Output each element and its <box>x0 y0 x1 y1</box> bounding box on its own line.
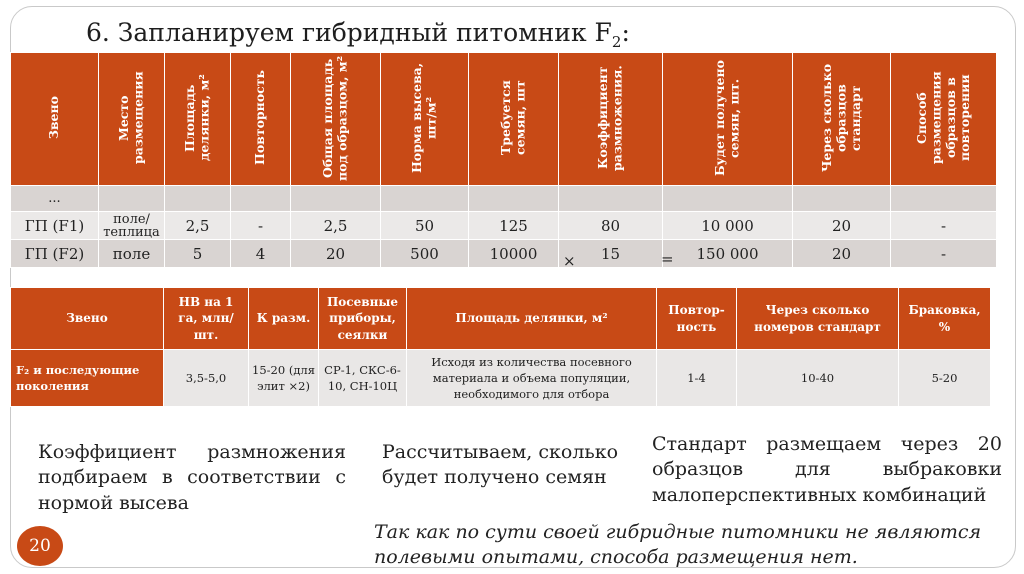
table-cell <box>99 186 165 212</box>
table-cell: 20 <box>793 212 891 240</box>
table-cell: 80 <box>559 212 663 240</box>
column-header: Через сколько номеров стандарт <box>737 288 899 350</box>
column-header: Площадь делянки, м² <box>407 288 657 350</box>
table-cell: 125 <box>469 212 559 240</box>
column-header: К разм. <box>249 288 319 350</box>
table-cell: 20 <box>291 240 381 268</box>
table-cell: 10000 <box>469 240 559 268</box>
table-cell <box>469 186 559 212</box>
column-header: Требуется семян, шт <box>469 53 559 186</box>
table-row <box>11 212 997 240</box>
table-header-row <box>11 53 997 186</box>
column-header: Звено <box>11 288 164 350</box>
column-header: Будет получено семян, шт. <box>663 53 793 186</box>
multiply-sign: × <box>563 252 576 270</box>
table-cell: 15 <box>559 240 663 268</box>
table-cell <box>793 186 891 212</box>
table-cell: - <box>231 212 291 240</box>
table-cell <box>165 186 231 212</box>
table-cell: 5 <box>165 240 231 268</box>
table-cell: поле/ теплица <box>99 212 165 240</box>
table-cell <box>663 186 793 212</box>
column-header: Общая площадь под образцом, м² <box>291 53 381 186</box>
table-cell: поле <box>99 240 165 268</box>
table-cell: ГП (F2) <box>11 240 99 268</box>
table-cell: 20 <box>793 240 891 268</box>
table-cell: 10-40 <box>737 350 899 407</box>
table-cell: 2,5 <box>165 212 231 240</box>
table-cell: 500 <box>381 240 469 268</box>
note-calculate: Рассчитываем, сколько будет получено семян <box>382 441 619 489</box>
column-header: Звено <box>11 53 99 186</box>
table-cell: - <box>891 240 997 268</box>
table-cell: 10 000 <box>663 212 793 240</box>
column-header: Площадь делянки, м² <box>165 53 231 186</box>
column-header: Повтор-ность <box>657 288 737 350</box>
table-cell <box>381 186 469 212</box>
table-row <box>11 186 997 212</box>
note-italic: Так как по сути своей гибридные питомники не являются полевыми опытами, способа размещения нет. <box>374 521 982 569</box>
column-header: НВ на 1 га, млн/шт. <box>164 288 249 350</box>
page-number: 20 <box>17 526 63 566</box>
table-cell <box>891 186 997 212</box>
table-cell: ... <box>11 186 99 212</box>
table-row <box>11 240 997 268</box>
slide-title: 6. Запланируем гибридный питомник $F_2$: <box>86 18 630 51</box>
nursery-plan-table <box>10 52 997 268</box>
table-cell: СР-1, СКС-6-10, СН-10Ц <box>319 350 407 407</box>
column-header: Коэффициент размножения. <box>559 53 663 186</box>
equals-sign: = <box>661 250 674 268</box>
table-cell <box>559 186 663 212</box>
table-cell: F₂ и последующие поколения <box>11 350 164 407</box>
note-coefficient: Коэффициент размножения подбираем в соответствии с нормой высева <box>38 441 346 514</box>
column-header: Повторность <box>231 53 291 186</box>
table-row <box>11 350 991 407</box>
column-header: Место размещения <box>99 53 165 186</box>
note-standard: Стандарт размещаем через 20 образцов для выбраковки малоперспективных комбинаций <box>652 433 1002 506</box>
column-header: Способ размещения образцов в повторении <box>891 53 997 186</box>
table-cell: Исходя из количества посевного материала и объема популяции, необходимого для отбора <box>407 350 657 407</box>
table-cell: 150 000 <box>663 240 793 268</box>
table-cell: - <box>891 212 997 240</box>
column-header: Браковка, % <box>899 288 991 350</box>
table-cell: 1-4 <box>657 350 737 407</box>
table-cell <box>231 186 291 212</box>
table-cell: ГП (F1) <box>11 212 99 240</box>
table-cell: 3,5-5,0 <box>164 350 249 407</box>
column-header: Норма высева, шт/м² <box>381 53 469 186</box>
column-header: Посевные приборы, сеялки <box>319 288 407 350</box>
table-cell: 5-20 <box>899 350 991 407</box>
table-header-row <box>11 288 991 350</box>
table-cell: 50 <box>381 212 469 240</box>
table-cell: 2,5 <box>291 212 381 240</box>
column-header: Через сколько образцов стандарт <box>793 53 891 186</box>
reference-table <box>10 287 991 407</box>
table-cell: 15-20 (для элит ×2) <box>249 350 319 407</box>
table-cell: 4 <box>231 240 291 268</box>
table-cell <box>291 186 381 212</box>
